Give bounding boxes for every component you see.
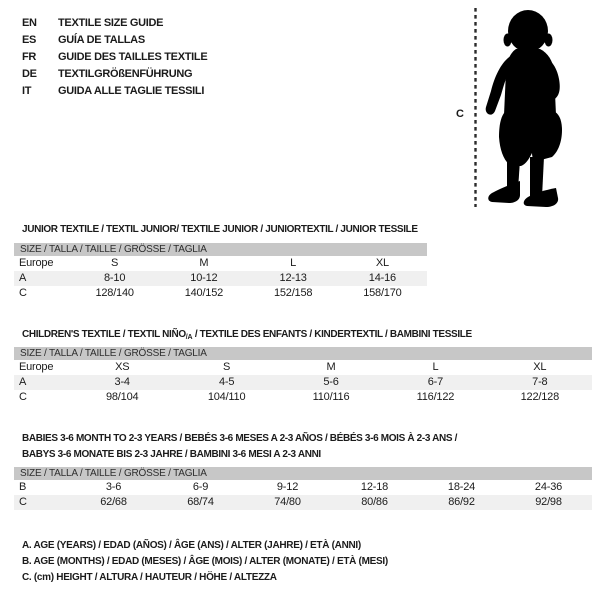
size-cell: 86/92: [448, 496, 475, 508]
size-cell: XL: [533, 361, 547, 373]
size-cell: 3-4: [114, 376, 130, 388]
children-table-title: [22, 328, 472, 345]
size-cell: S: [223, 361, 231, 373]
size-cell: L: [290, 257, 297, 269]
note-age-years: A. AGE (YEARS) / EDAD (AÑOS) / ÂGE (ANS) / ALTER (JAHRE) / ETÀ (ANNI): [22, 540, 361, 551]
size-cell: 128/140: [95, 287, 134, 299]
size-cell: 24-36: [534, 481, 563, 493]
size-header-bar: SIZE / TALLA / TAILLE / GRÖSSE / TAGLIA: [14, 467, 592, 480]
legend-notes: [22, 538, 388, 586]
note-age-months: B. AGE (MONTHS) / EDAD (MESES) / ÂGE (MOIS) / ALTER (MONATE) / ETÀ (MESI): [22, 556, 388, 567]
row-label: A: [19, 376, 27, 388]
size-cell: M: [199, 257, 209, 269]
table-row: [14, 256, 427, 271]
size-cell: 122/128: [520, 391, 560, 403]
table-row: [14, 390, 592, 405]
size-cell: 158/170: [363, 287, 402, 299]
size-cell: L: [432, 361, 439, 373]
table-row: [14, 480, 592, 495]
toddler-silhouette-icon: [482, 9, 564, 208]
height-measure-label: C: [456, 108, 464, 120]
table-title-text: BABIES 3-6 MONTH TO 2-3 YEARS / BEBÉS 3-6 MESES A 2-3 AÑOS / BÉBÉS 3-6 MOIS À 2-3 ANS /: [22, 433, 458, 445]
size-cell: 92/98: [535, 496, 562, 508]
language-row: [22, 66, 207, 83]
table-title-text: JUNIOR TEXTILE / TEXTIL JUNIOR/ TEXTILE JUNIOR / JUNIORTEXTIL / JUNIOR TESSILE: [22, 224, 418, 236]
size-cell: 3-6: [105, 481, 122, 493]
size-cell: M: [326, 361, 336, 373]
size-header-bar: SIZE / TALLA / TAILLE / GRÖSSE / TAGLIA: [14, 347, 592, 360]
language-title: GUÍA DE TALLAS: [58, 34, 145, 46]
language-title: TEXTILGRÖßENFÜHRUNG: [58, 68, 193, 80]
table-row: [14, 375, 592, 390]
size-cell: 14-16: [368, 272, 396, 284]
table-row: [14, 286, 427, 301]
babies-size-table: [14, 467, 592, 510]
language-title: GUIDE DES TAILLES TEXTILE: [58, 51, 208, 63]
size-cell: 104/110: [207, 391, 246, 403]
table-row: [14, 360, 592, 375]
size-cell: 8-10: [104, 272, 126, 284]
size-cell: XS: [115, 361, 130, 373]
size-cell: 18-24: [447, 481, 476, 493]
size-cell: 68/74: [187, 496, 214, 508]
table-title-text: /A: [185, 334, 193, 342]
size-cell: 4-5: [218, 376, 235, 388]
language-row: [22, 83, 207, 100]
junior-table-title: [22, 223, 418, 237]
size-cell: S: [111, 257, 119, 269]
size-cell: 5-6: [323, 376, 339, 388]
size-cell: 10-12: [190, 272, 218, 284]
size-cell: 12-18: [360, 481, 389, 493]
language-code: IT: [22, 85, 32, 97]
size-cell: 6-7: [427, 376, 444, 388]
row-label: A: [19, 272, 27, 284]
language-row: [22, 15, 207, 32]
size-cell: XL: [375, 257, 389, 269]
row-label: C: [19, 287, 27, 299]
language-title: TEXTILE SIZE GUIDE: [58, 17, 164, 29]
language-row: [22, 49, 207, 66]
size-cell: 74/80: [274, 496, 301, 508]
size-cell: 98/104: [105, 391, 139, 403]
language-code: ES: [22, 34, 37, 46]
size-cell: 7-8: [532, 376, 548, 388]
language-code: EN: [22, 17, 37, 29]
table-title-text: / TEXTILE DES ENFANTS / KINDERTEXTIL / BAMBINI TESSILE: [192, 329, 472, 341]
row-label: Europe: [19, 257, 54, 269]
size-cell: 9-12: [276, 481, 299, 493]
size-cell: 152/158: [273, 287, 313, 299]
table-title-text: BABYS 3-6 MONATE BIS 2-3 JAHRE / BAMBINI 3-6 MESI A 2-3 ANNI: [22, 449, 321, 461]
language-header: [22, 15, 207, 100]
table-title-text: CHILDREN'S TEXTILE / TEXTIL NIÑO: [22, 329, 186, 341]
language-code: DE: [22, 68, 37, 80]
junior-size-table: [14, 243, 427, 301]
size-cell: 110/116: [312, 391, 350, 403]
row-label: B: [19, 481, 27, 493]
size-cell: 80/86: [361, 496, 388, 508]
size-cell: 62/68: [100, 496, 127, 508]
babies-table-title: [22, 431, 457, 463]
size-cell: 116/122: [416, 391, 455, 403]
row-label: Europe: [19, 361, 54, 373]
size-header-bar: SIZE / TALLA / TAILLE / GRÖSSE / TAGLIA: [14, 243, 427, 256]
language-row: [22, 32, 207, 49]
height-measure-dashed-line-icon: [473, 8, 478, 207]
language-title: GUIDA ALLE TAGLIE TESSILI: [58, 85, 205, 97]
table-row: [14, 495, 592, 510]
size-cell: 140/152: [184, 287, 224, 299]
note-height-cm: C. (cm) HEIGHT / ALTURA / HAUTEUR / HÖHE / ALTEZZA: [22, 572, 277, 583]
row-label: C: [19, 496, 27, 508]
language-code: FR: [22, 51, 37, 63]
children-size-table: [14, 347, 592, 405]
size-cell: 6-9: [192, 481, 209, 493]
table-row: [14, 271, 427, 286]
size-cell: 12-13: [279, 272, 307, 284]
row-label: C: [19, 391, 27, 403]
